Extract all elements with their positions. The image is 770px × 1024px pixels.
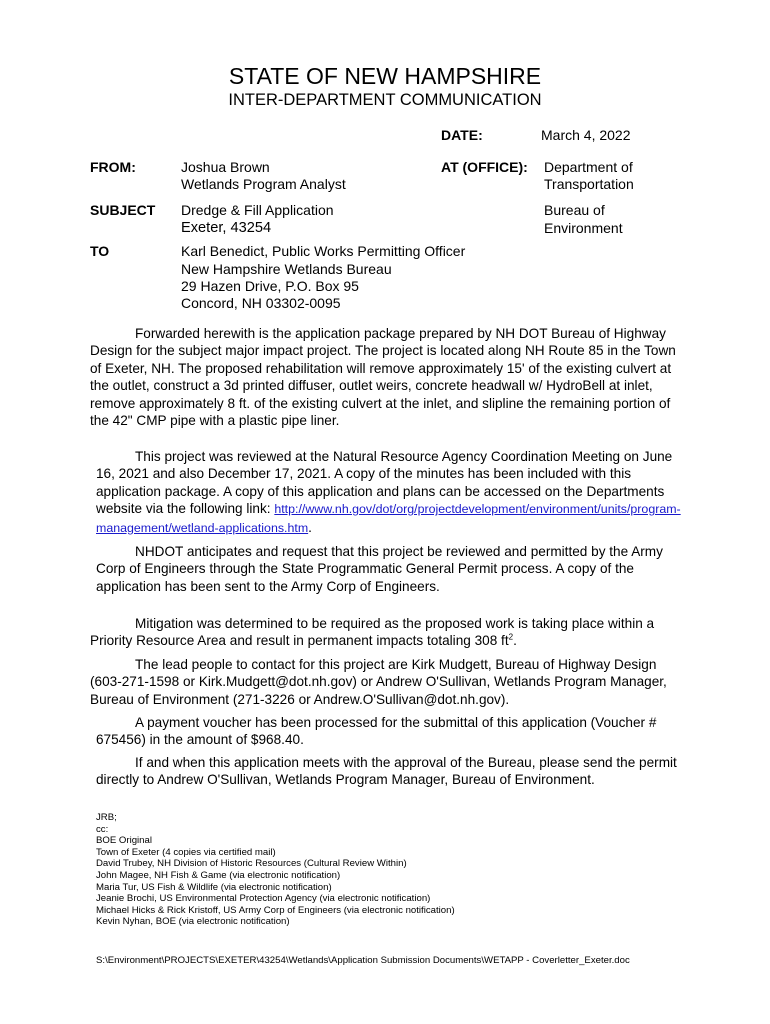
distribution-item: Jeanie Brochi, US Environmental Protection Agency (via electronic notification): [96, 893, 431, 905]
office-line-1: Department of: [544, 159, 633, 175]
paragraph-approval: [96, 754, 677, 789]
file-path-footer: S:\Environment\PROJECTS\EXETER\43254\Wetlands\Application Submission Documents\WETAPP - Coverletter_Exeter.doc: [96, 955, 630, 966]
paragraph-payment: [96, 714, 656, 749]
p2-line: This project was reviewed at the Natural Resource Agency Coordination Meeting on June: [135, 449, 673, 464]
office-line-3: Bureau of: [544, 202, 605, 218]
p3-line: application has been sent to the Army Corp of Engineers.: [96, 578, 440, 594]
paragraph-review: [96, 448, 681, 537]
from-label: FROM:: [90, 159, 136, 175]
p5-line: The lead people to contact for this project are Kirk Mudgett, Bureau of Highway Design: [135, 657, 657, 672]
p4-line: Priority Resource Area and result in permanent impacts totaling 308 ft: [90, 633, 509, 649]
distribution-item: JRB;: [96, 812, 117, 823]
document-title: STATE OF NEW HAMPSHIRE: [228, 63, 542, 89]
p1-line: of Exeter, NH. The proposed rehabilitation will remove approximately 15' of the existing culvert at: [90, 360, 672, 376]
p1-line: Design for the subject major impact project. The project is located along NH Route 85 in the Town: [90, 343, 676, 359]
p4-line: Mitigation was determined to be required as the proposed work is taking place within a: [135, 616, 655, 631]
p2-line: 16, 2021 and also December 17, 2021. A copy of the minutes has been included with this: [96, 466, 632, 482]
distribution-item: Michael Hicks & Rick Kristoff, US Army Corp of Engineers (via electronic notification): [96, 904, 455, 916]
from-title: Wetlands Program Analyst: [181, 176, 346, 192]
p3-line: NHDOT anticipates and request that this project be reviewed and permitted by the Army: [135, 544, 663, 559]
to-line-1: Karl Benedict, Public Works Permitting Officer: [181, 243, 466, 259]
paragraph-mitigation: [90, 615, 654, 650]
date-value: March 4, 2022: [541, 127, 631, 143]
distribution-item: Kevin Nyhan, BOE (via electronic notification): [96, 916, 290, 928]
distribution-list: [96, 812, 455, 928]
p5-line: Bureau of Environment (271-3226 or Andrew.O'Sullivan@dot.nh.gov).: [90, 691, 510, 707]
to-label: TO: [90, 243, 110, 259]
p2-line: application package. A copy of this application and plans can be accessed on the Departments: [96, 483, 665, 499]
from-name: Joshua Brown: [181, 159, 270, 175]
subject-line-2: Exeter, 43254: [181, 220, 272, 236]
distribution-item: BOE Original: [96, 835, 152, 847]
p1-line: the 42" CMP pipe with a plastic pipe liner.: [90, 413, 340, 429]
p6-line: 675456) in the amount of $968.40.: [96, 732, 304, 748]
p2-link-prefix: website via the following link:: [96, 501, 275, 517]
subject-label: SUBJECT: [90, 202, 156, 218]
to-line-4: Concord, NH 03302-0095: [181, 295, 341, 311]
p3-line: Corp of Engineers through the State Programmatic General Permit process. A copy of the: [96, 561, 634, 577]
distribution-item: Maria Tur, US Fish & Wildlife (via electronic notification): [96, 881, 332, 893]
p5-line: (603-271-1598 or Kirk.Mudgett@dot.nh.gov) or Andrew O'Sullivan, Wetlands Program Manager,: [90, 674, 667, 690]
date-label: DATE:: [441, 127, 483, 143]
document-subtitle: INTER-DEPARTMENT COMMUNICATION: [228, 91, 542, 109]
p7-line: directly to Andrew O'Sullivan, Wetlands Program Manager, Bureau of Environment.: [96, 772, 595, 788]
subject-line-1: Dredge & Fill Application: [181, 202, 334, 218]
to-line-2: New Hampshire Wetlands Bureau: [181, 261, 392, 277]
to-line-3: 29 Hazen Drive, P.O. Box 95: [181, 278, 359, 294]
p4-superscript: 2: [508, 632, 514, 642]
p1-line: Forwarded herewith is the application package prepared by NH DOT Bureau of Highway: [135, 326, 666, 341]
wetland-applications-link-cont[interactable]: management/wetland-applications.htm: [96, 520, 309, 535]
p1-line: the outlet, construct a 3d printed diffuser, outlet weirs, concrete headwall w/ HydroBell at inlet,: [90, 378, 653, 394]
paragraph-nhdot: [96, 543, 663, 595]
office-label: AT (OFFICE):: [441, 159, 528, 175]
wetland-applications-link[interactable]: http://www.nh.gov/dot/org/projectdevelopment/environment/units/program-: [274, 502, 681, 517]
p1-line: remove approximately 8 ft. of the existing culvert at the inlet, and slipline the remaining portion of: [90, 395, 671, 411]
p2-period: .: [308, 519, 312, 535]
office-line-4: Environment: [544, 220, 623, 236]
paragraph-contacts: [90, 656, 667, 708]
paragraph-forwarded: [90, 325, 676, 429]
distribution-item: David Trubey, NH Division of Historic Resources (Cultural Review Within): [96, 858, 407, 870]
distribution-item: John Magee, NH Fish & Game (via electronic notification): [96, 869, 341, 881]
p4-period: .: [513, 633, 517, 649]
p7-line: If and when this application meets with the approval of the Bureau, please send the permit: [135, 755, 677, 770]
distribution-item: cc:: [96, 823, 109, 835]
p6-line: A payment voucher has been processed for the submittal of this application (Voucher #: [135, 715, 657, 730]
office-line-2: Transportation: [544, 176, 634, 192]
distribution-item: Town of Exeter (4 copies via certified mail): [96, 846, 276, 858]
